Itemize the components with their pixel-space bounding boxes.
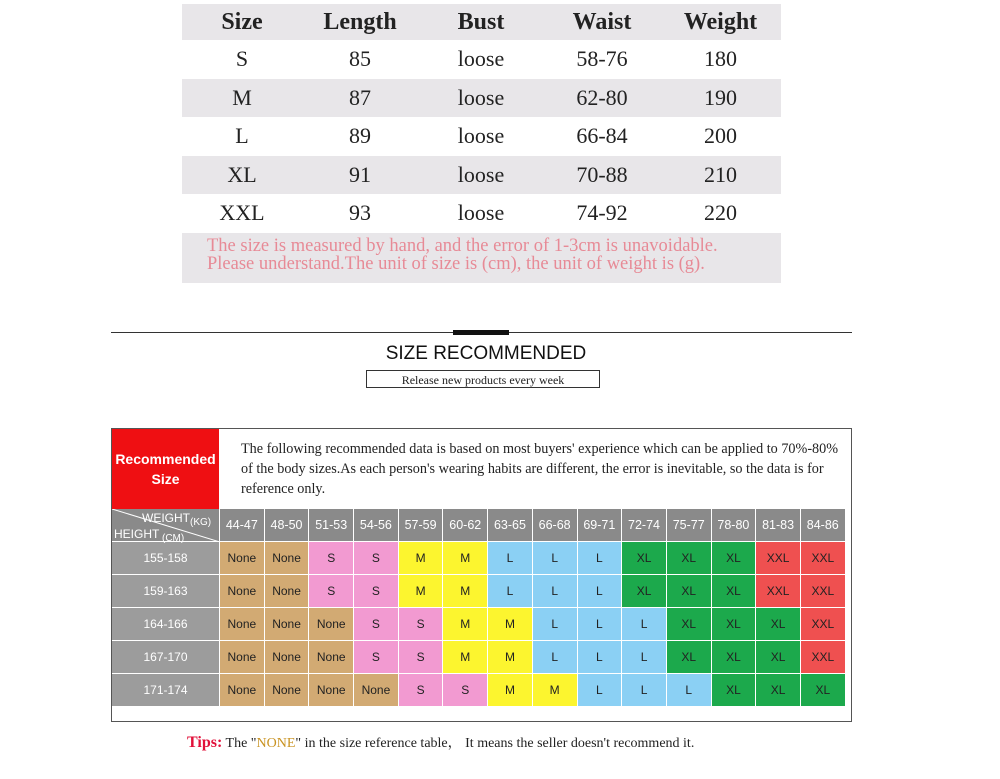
weight-range-header: 66-68 <box>533 509 578 542</box>
weight-range-header: 57-59 <box>399 509 444 542</box>
recommended-size-cell: XL <box>622 575 667 608</box>
weight-axis-label: WEIGHT <box>142 511 190 525</box>
height-axis-label: HEIGHT <box>114 527 160 541</box>
recommended-size-cell: XL <box>667 608 712 641</box>
height-row <box>112 641 851 674</box>
recommended-size-cell: XL <box>622 542 667 575</box>
bust-cell: loose <box>457 161 505 187</box>
length-cell: 93 <box>349 200 371 226</box>
weight-cell: 200 <box>704 123 737 149</box>
waist-cell: 74-92 <box>576 200 628 226</box>
table-row <box>182 156 781 195</box>
recommended-size-cell: XL <box>712 575 757 608</box>
recommended-size-cell: M <box>488 641 533 674</box>
grid-corner <box>112 509 220 542</box>
recommended-size-cell: None <box>220 575 265 608</box>
recommended-size-cell: XXL <box>756 575 801 608</box>
recommended-size-cell: L <box>533 575 578 608</box>
recommended-size-cell: None <box>354 674 399 707</box>
recommended-size-cell: XL <box>712 674 757 707</box>
weight-cell: 210 <box>704 161 737 187</box>
recommendation-grid <box>112 509 851 707</box>
height-row <box>112 542 851 575</box>
weight-range-header: 63-65 <box>488 509 533 542</box>
recommended-size-cell: None <box>265 641 310 674</box>
tips-text-before: The " <box>222 736 257 751</box>
recommended-size-cell: None <box>220 608 265 641</box>
tips-none-word: NONE <box>256 736 296 751</box>
recommended-size-cell: M <box>443 542 488 575</box>
weight-range-header: 44-47 <box>220 509 265 542</box>
recommended-size-cell: XXL <box>756 542 801 575</box>
weight-cell: 190 <box>704 84 737 110</box>
recommended-size-cell: L <box>578 608 623 641</box>
recommended-size-cell: L <box>533 608 578 641</box>
table-row <box>182 79 781 118</box>
recommended-size-cell: None <box>220 542 265 575</box>
weight-unit-label: (KG) <box>190 517 212 528</box>
recommended-size-cell: XL <box>712 641 757 674</box>
recommended-size-cell: None <box>265 674 310 707</box>
tips-note <box>187 732 694 752</box>
recommended-size-cell: S <box>309 542 354 575</box>
header-bust: Bust <box>457 8 505 35</box>
recommended-size-cell: XXL <box>801 641 846 674</box>
recommended-size-cell: XL <box>756 608 801 641</box>
height-range-cell: 155-158 <box>112 542 220 575</box>
weight-range-header: 51-53 <box>309 509 354 542</box>
divider-mark <box>453 330 509 335</box>
height-row <box>112 674 851 707</box>
recommended-size-cell: L <box>488 542 533 575</box>
recommended-size-cell: M <box>399 542 444 575</box>
height-range-cell: 164-166 <box>112 608 220 641</box>
weight-range-header: 60-62 <box>443 509 488 542</box>
size-table-header <box>182 4 781 40</box>
weight-range-header: 54-56 <box>354 509 399 542</box>
recommended-size-cell: XL <box>756 674 801 707</box>
weight-range-header: 48-50 <box>265 509 310 542</box>
note-line-2: Please understand.The unit of size is (cm), the unit of weight is (g). <box>207 253 705 274</box>
recommended-size-cell: M <box>443 641 488 674</box>
weight-range-header: 72-74 <box>622 509 667 542</box>
length-cell: 87 <box>349 84 371 110</box>
recommended-size-cell: M <box>488 674 533 707</box>
recommended-size-cell: S <box>399 674 444 707</box>
recommended-size-cell: M <box>443 575 488 608</box>
recommendation-description: The following recommended data is based on most buyers' experience which can be applied to 70%-80% of the body sizes.As each person's wearing habits are different, the error is inevitable, so the data is for reference only. <box>241 441 839 497</box>
recommended-size-cell: XXL <box>801 608 846 641</box>
height-row <box>112 608 851 641</box>
weight-cell: 180 <box>704 46 737 72</box>
table-row <box>182 194 781 233</box>
recommended-size-cell: XXL <box>801 575 846 608</box>
section-subtitle: Release new products every week <box>366 370 600 388</box>
weight-range-header: 81-83 <box>756 509 801 542</box>
weight-header-row <box>112 509 851 542</box>
bust-cell: loose <box>457 46 505 72</box>
length-cell: 85 <box>349 46 371 72</box>
recommended-size-cell: XL <box>667 575 712 608</box>
weight-range-header: 69-71 <box>578 509 623 542</box>
size-cell: S <box>235 46 249 72</box>
bust-cell: loose <box>457 123 505 149</box>
badge-line-1: Recommended <box>115 451 216 467</box>
recommended-size-cell: None <box>309 641 354 674</box>
recommended-size-cell: XL <box>712 608 757 641</box>
recommended-size-cell: L <box>622 641 667 674</box>
recommended-size-cell: L <box>578 674 623 707</box>
table-row <box>182 40 781 79</box>
section-title: SIZE RECOMMENDED <box>385 343 587 364</box>
recommended-size-cell: XL <box>667 641 712 674</box>
recommended-size-cell: S <box>443 674 488 707</box>
measurement-note <box>182 233 781 283</box>
recommended-size-cell: L <box>533 641 578 674</box>
length-cell: 89 <box>349 123 371 149</box>
recommended-size-cell: None <box>265 608 310 641</box>
weight-range-header: 78-80 <box>712 509 757 542</box>
header-length: Length <box>323 8 397 35</box>
recommended-size-cell: None <box>309 608 354 641</box>
size-table <box>182 4 781 283</box>
table-row <box>182 117 781 156</box>
recommended-size-cell: M <box>533 674 578 707</box>
recommended-size-cell: L <box>622 608 667 641</box>
recommended-size-cell: L <box>667 674 712 707</box>
size-recommendation-table <box>111 428 852 722</box>
recommended-size-cell: L <box>533 542 578 575</box>
recommended-size-cell: None <box>265 575 310 608</box>
header-size: Size <box>221 8 263 35</box>
waist-cell: 70-88 <box>576 161 628 187</box>
waist-cell: 62-80 <box>576 84 628 110</box>
recommended-size-cell: XL <box>801 674 846 707</box>
weight-range-header: 75-77 <box>667 509 712 542</box>
recommended-size-cell: S <box>399 641 444 674</box>
recommended-size-cell: M <box>399 575 444 608</box>
recommended-size-badge <box>112 429 219 509</box>
size-cell: XL <box>227 161 257 187</box>
recommended-size-cell: None <box>309 674 354 707</box>
recommended-size-cell: S <box>354 608 399 641</box>
header-weight: Weight <box>683 8 758 35</box>
height-range-cell: 159-163 <box>112 575 220 608</box>
waist-cell: 66-84 <box>576 123 628 149</box>
height-range-cell: 171-174 <box>112 674 220 707</box>
bust-cell: loose <box>457 200 505 226</box>
recommended-size-cell: S <box>354 575 399 608</box>
height-unit-label: (CM) <box>162 533 185 544</box>
recommended-size-cell: XL <box>756 641 801 674</box>
size-cell: M <box>232 84 252 110</box>
recommended-size-cell: XXL <box>801 542 846 575</box>
note-line-1: The size is measured by hand, and the error of 1-3cm is unavoidable. <box>207 235 718 256</box>
recommended-size-cell: L <box>578 542 623 575</box>
size-cell: XXL <box>219 200 265 226</box>
recommended-size-cell: None <box>220 641 265 674</box>
recommended-size-cell: S <box>399 608 444 641</box>
recommended-size-cell: XL <box>667 542 712 575</box>
tips-label: Tips: <box>187 734 223 751</box>
recommended-size-cell: S <box>354 641 399 674</box>
recommended-size-cell: S <box>309 575 354 608</box>
length-cell: 91 <box>349 161 371 187</box>
recommended-size-cell: None <box>220 674 265 707</box>
recommended-size-cell: L <box>578 641 623 674</box>
recommended-size-cell: XL <box>712 542 757 575</box>
weight-cell: 220 <box>704 200 737 226</box>
recommended-size-cell: L <box>622 674 667 707</box>
weight-range-header: 84-86 <box>801 509 846 542</box>
recommended-size-cell: L <box>488 575 533 608</box>
bust-cell: loose <box>457 84 505 110</box>
size-cell: L <box>235 123 249 149</box>
recommended-size-cell: M <box>488 608 533 641</box>
height-row <box>112 575 851 608</box>
badge-line-2: Size <box>151 471 180 487</box>
recommended-size-cell: None <box>265 542 310 575</box>
recommended-size-cell: S <box>354 542 399 575</box>
tips-text-after: " in the size reference table， It means the seller doesn't recommend it. <box>295 736 695 751</box>
recommended-size-cell: M <box>443 608 488 641</box>
recommended-size-cell: L <box>578 575 623 608</box>
height-range-cell: 167-170 <box>112 641 220 674</box>
waist-cell: 58-76 <box>576 46 628 72</box>
header-waist: Waist <box>572 8 632 35</box>
